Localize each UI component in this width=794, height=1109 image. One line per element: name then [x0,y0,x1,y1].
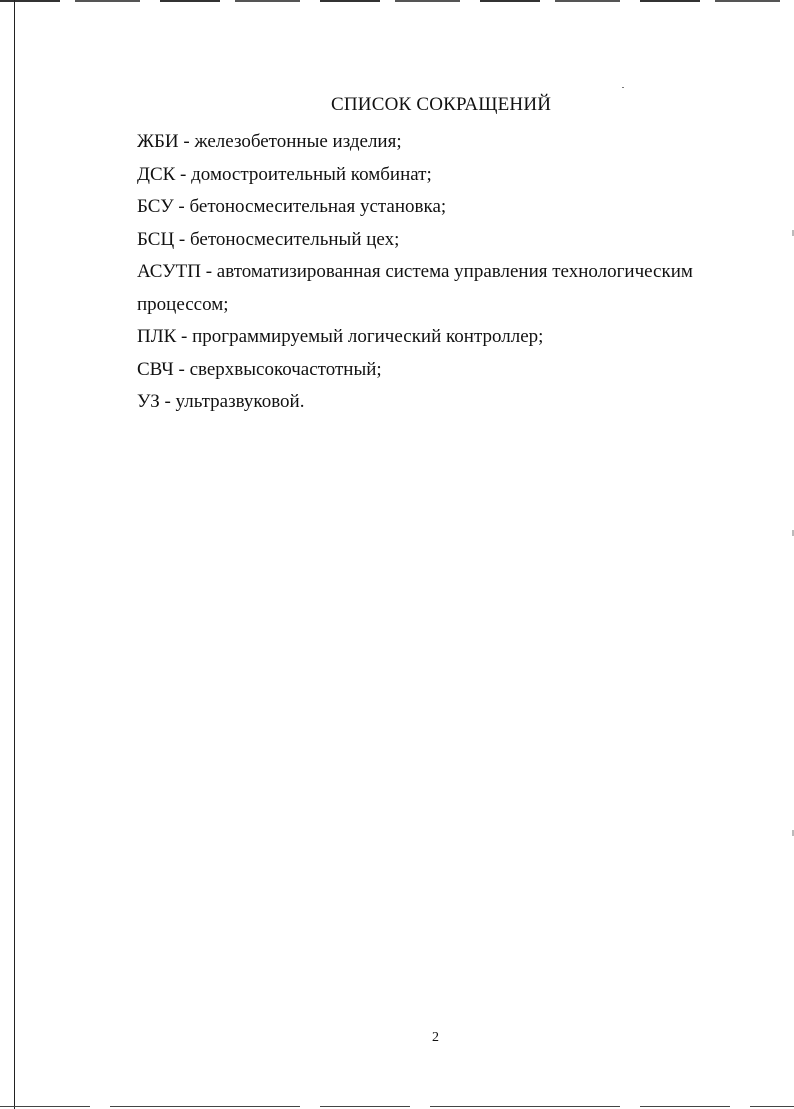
abbreviation-line-continuation: процессом; [137,293,229,315]
abbreviation-line: БСЦ - бетоносмесительный цех; [137,228,400,250]
abbreviation-line: ЖБИ - железобетонные изделия; [137,131,402,152]
abbreviation-list [137,126,737,419]
scan-edge-left [14,0,15,1109]
abbreviation-line: ДСК - домостроительный комбинат; [137,163,432,185]
page-title: СПИСОК СОКРАЩЕНИЙ [331,94,552,115]
abbreviation-line: БСУ - бетоносмесительная установка; [137,196,447,217]
scan-edge-bottom [0,1106,794,1107]
page-number: 2 [432,1030,439,1045]
scan-speck [622,87,624,88]
abbreviation-line: ПЛК - программируемый логический контроллер; [137,326,544,347]
abbreviation-line: АСУТП - автоматизированная система управления технологическим [137,261,693,282]
scan-edge-top [0,0,794,2]
abbreviation-line: СВЧ - сверхвысокочастотный; [137,358,382,380]
abbreviation-line: УЗ - ультразвуковой. [137,391,305,412]
